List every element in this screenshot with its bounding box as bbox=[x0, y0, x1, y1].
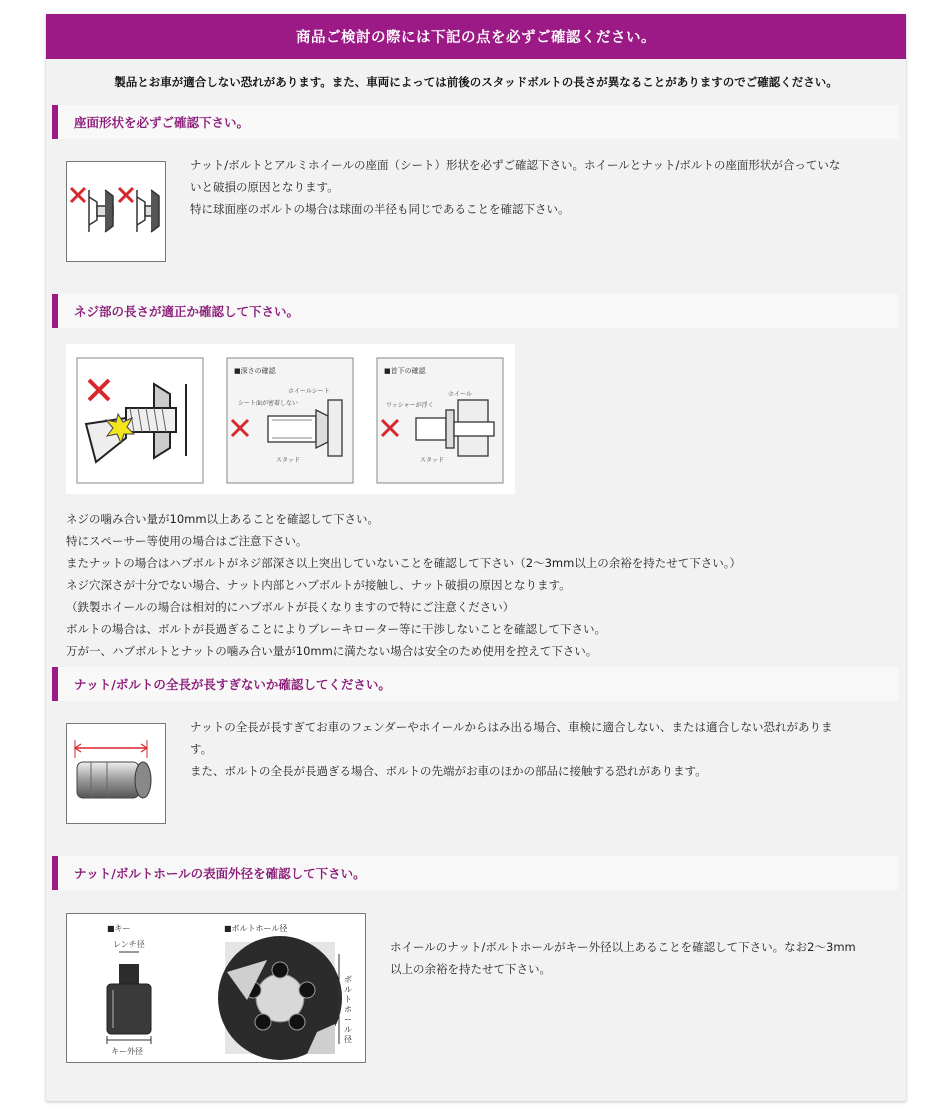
thread-length-diagrams bbox=[66, 344, 515, 494]
svg-text:ホ: ホ bbox=[344, 1005, 352, 1014]
hole-diameter-text: ホイールのナット/ボルトホールがキー外径以上あることを確認して下さい。なお2～3mm 以上の余裕を持たせて下さい。 bbox=[390, 940, 856, 976]
thread-length-text: ネジの噛み合い量が10mm以上あることを確認して下さい。 特にスペーサー等使用の場合はご注意下さい。 またナットの場合はハブボルトがネジ部深さ以上突出していないことを確認して下さい（2～3mm以上の余裕を持たせて下さい。） ネジ穴深さが十分でない場合、ナット内部とハブボルトが接触し、ナット破損の原因となります。 （鉄製ホイールの場合は相対的にハブボルトが長くなりますので特にご注意ください） ボルトの場合は、ボルトが長過ぎることによりブレーキローター等に干渉しないことを確認して下さい。 万が一、ハブボルトとナットの噛み合い量が10mmに満たない場合は安全のため使用を控えて下さい。 bbox=[66, 512, 742, 658]
section-heading-hole-diameter: ナット/ボルトホールの表面外径を確認して下さい。 bbox=[52, 856, 898, 890]
overall-length-diagram bbox=[66, 723, 166, 824]
svg-text:径: 径 bbox=[344, 1035, 352, 1044]
svg-text:ボ: ボ bbox=[344, 975, 352, 984]
svg-text:ー: ー bbox=[344, 1015, 352, 1024]
seat-shape-diagram bbox=[66, 161, 166, 262]
svg-text:■ボルトホール径: ■ボルトホール径 bbox=[224, 924, 288, 933]
svg-text:ホイールシート: ホイールシート bbox=[288, 388, 330, 395]
svg-text:スタッド: スタッド bbox=[420, 457, 445, 464]
svg-text:ホイール: ホイール bbox=[448, 391, 472, 398]
svg-text:シート面が密着しない: シート面が密着しない bbox=[238, 400, 299, 407]
compatibility-notice: 製品とお車が適合しない恐れがあります。また、車両によっては前後のスタッドボルトの長さが異なることがありますのでご確認ください。 bbox=[114, 75, 838, 89]
svg-text:レンチ径: レンチ径 bbox=[113, 940, 145, 949]
svg-text:ト: ト bbox=[344, 995, 352, 1004]
seat-shape-text: ナット/ボルトとアルミホイールの座面（シート）形状を必ずご確認下さい。ホイールとナット/ボルトの座面形状が合っていな いと破損の原因となります。 特に球面座のボルトの場合は球面の半径も同じであることを確認下さい。 bbox=[190, 158, 841, 216]
svg-text:■深さの確認: ■深さの確認 bbox=[234, 367, 276, 375]
section-heading-overall-length: ナット/ボルトの全長が長すぎないか確認してください。 bbox=[52, 667, 898, 701]
hole-diameter-diagram bbox=[66, 913, 366, 1063]
svg-text:■キー: ■キー bbox=[107, 924, 131, 933]
overall-length-text: ナットの全長が長すぎてお車のフェンダーやホイールからはみ出る場合、車検に適合しない、または適合しない恐れがありま す。 また、ボルトの全長が長過ぎる場合、ボルトの先端がお車のほかの部品に接触する恐れがあります。 bbox=[190, 720, 833, 778]
svg-text:ワッシャーが浮く: ワッシャーが浮く bbox=[386, 402, 434, 409]
section-heading-thread-length: ネジ部の長さが適正か確認して下さい。 bbox=[52, 294, 898, 328]
svg-text:キー外径: キー外径 bbox=[111, 1047, 143, 1056]
svg-text:スタッド: スタッド bbox=[276, 457, 301, 464]
banner-title: 商品ご検討の際には下記の点を必ずご確認ください。 bbox=[296, 30, 656, 46]
notice-banner bbox=[46, 14, 906, 59]
svg-text:ル: ル bbox=[344, 1025, 352, 1034]
svg-text:ル: ル bbox=[344, 985, 352, 994]
section-heading-seat-shape: 座面形状を必ずご確認下さい。 bbox=[52, 105, 898, 139]
cross-icon bbox=[71, 188, 133, 202]
svg-text:■首下の確認: ■首下の確認 bbox=[384, 367, 426, 375]
